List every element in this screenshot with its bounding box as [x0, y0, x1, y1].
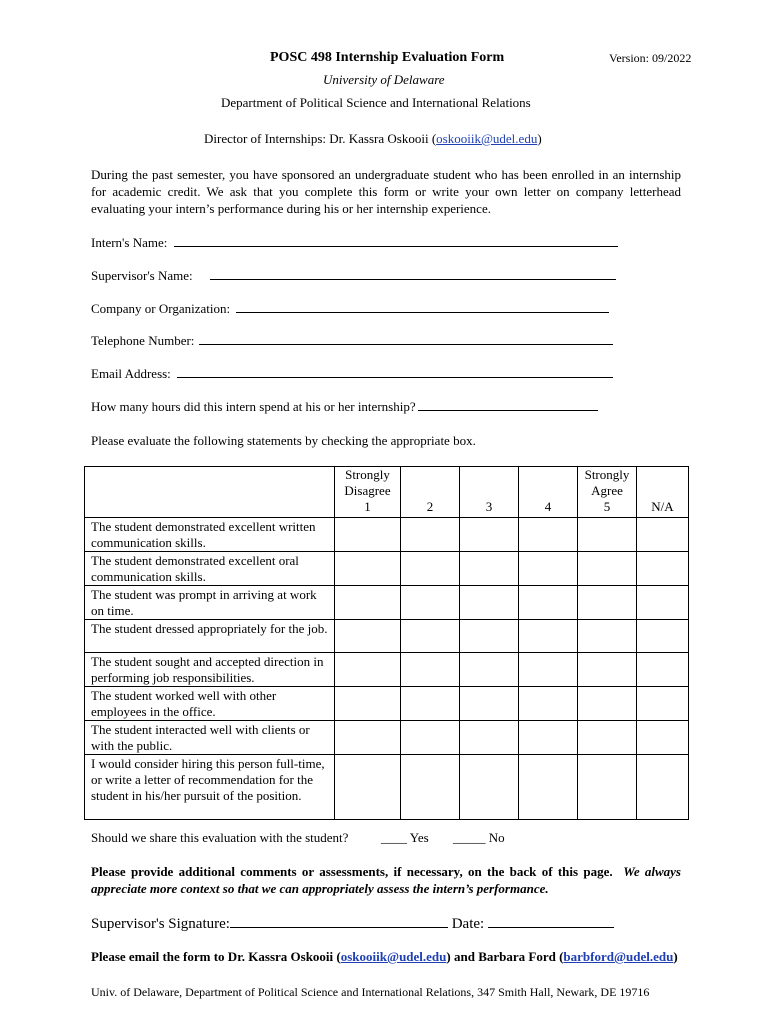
rating-na-box[interactable] [637, 552, 689, 586]
email-instructions-middle: ) and Barbara Ford ( [446, 949, 564, 964]
rating-3-box[interactable] [460, 721, 519, 755]
rating-5-box[interactable] [578, 552, 637, 586]
form-title: POSC 498 Internship Evaluation Form [270, 50, 505, 65]
rating-4-box[interactable] [519, 687, 578, 721]
rating-1-box[interactable] [335, 687, 401, 721]
director-text: Director of Internships: Dr. Kassra Oskooii ( [204, 131, 437, 146]
rating-2-box[interactable] [401, 755, 460, 820]
evaluation-table [84, 466, 689, 820]
rating-4-box[interactable] [519, 586, 578, 620]
statement-cell: The student demonstrated excellent oral communication skills. [85, 552, 335, 586]
email-instructions-suffix: ) [673, 949, 678, 964]
hours-input[interactable] [418, 398, 598, 411]
statement-cell: The student demonstrated excellent written communication skills. [85, 518, 335, 552]
rating-2-box[interactable] [401, 687, 460, 721]
statement-cell: The student was prompt in arriving at work on time. [85, 586, 335, 620]
director-suffix: ) [537, 131, 542, 146]
share-question: Should we share this evaluation with the student? [91, 830, 349, 845]
rating-1-box[interactable] [335, 721, 401, 755]
table-row [85, 653, 689, 687]
supervisor-name-field [91, 267, 616, 284]
company-field [91, 300, 609, 317]
rating-5-box[interactable] [578, 518, 637, 552]
table-row [85, 518, 689, 552]
university-name: University of Delaware [323, 72, 445, 87]
rating-4-box[interactable] [519, 620, 578, 653]
supervisor-name-label: Supervisor's Name: [91, 268, 193, 283]
department-name: Department of Political Science and International Relations [221, 95, 531, 110]
signature-field [91, 913, 614, 933]
company-label: Company or Organization: [91, 301, 231, 316]
rating-5-box[interactable] [578, 620, 637, 653]
rating-2-box[interactable] [401, 586, 460, 620]
statement-cell: I would consider hiring this person full-time, or write a letter of recommendation for the student in his/her pursuit of the position. [85, 755, 335, 820]
rating-2-box[interactable] [401, 518, 460, 552]
signature-input[interactable] [230, 913, 448, 928]
header-na: N/A [637, 467, 689, 518]
rating-2-box[interactable] [401, 653, 460, 687]
rating-4-box[interactable] [519, 518, 578, 552]
statement-cell: The student dressed appropriately for the job. [85, 620, 335, 653]
rating-na-box[interactable] [637, 687, 689, 721]
rating-5-box[interactable] [578, 586, 637, 620]
hours-field [91, 398, 598, 415]
rating-3-box[interactable] [460, 653, 519, 687]
company-input[interactable] [236, 300, 609, 313]
signature-label: Supervisor's Signature: [91, 916, 230, 932]
table-row [85, 755, 689, 820]
date-input[interactable] [488, 913, 614, 928]
rating-1-box[interactable] [335, 755, 401, 820]
rating-1-box[interactable] [335, 552, 401, 586]
rating-na-box[interactable] [637, 586, 689, 620]
header-3: 3 [460, 467, 519, 518]
telephone-input[interactable] [199, 332, 613, 345]
telephone-field [91, 332, 613, 349]
share-no-option[interactable]: _____ No [453, 830, 505, 845]
comments-bold-text: Please provide additional comments or assessments, if necessary, on the back of this page. [91, 864, 613, 879]
comments-italic-text: We always appreciate more context so that we can appropriately assess the intern’s performance. [91, 864, 681, 896]
intern-name-input[interactable] [174, 234, 618, 247]
supervisor-name-input[interactable] [210, 267, 616, 280]
header-2: 2 [401, 467, 460, 518]
email-label: Email Address: [91, 366, 171, 381]
director-email-link[interactable]: oskooiik@udel.edu [436, 131, 538, 146]
rating-1-box[interactable] [335, 653, 401, 687]
email-field [91, 365, 613, 382]
rating-na-box[interactable] [637, 653, 689, 687]
rating-3-box[interactable] [460, 620, 519, 653]
intern-name-label: Intern's Name: [91, 235, 168, 250]
rating-1-box[interactable] [335, 586, 401, 620]
rating-2-box[interactable] [401, 721, 460, 755]
oskooii-email-link[interactable]: oskooiik@udel.edu [340, 949, 447, 964]
rating-4-box[interactable] [519, 653, 578, 687]
rating-1-box[interactable] [335, 518, 401, 552]
table-row [85, 721, 689, 755]
rating-1-box[interactable] [335, 620, 401, 653]
header-4: 4 [519, 467, 578, 518]
table-row [85, 586, 689, 620]
rating-3-box[interactable] [460, 755, 519, 820]
header-strongly-agree: Strongly Agree 5 [578, 467, 637, 518]
ford-email-link[interactable]: barbford@udel.edu [563, 949, 674, 964]
telephone-label: Telephone Number: [91, 333, 195, 348]
rating-na-box[interactable] [637, 518, 689, 552]
director-line [204, 131, 542, 147]
intern-name-field [91, 234, 618, 251]
comments-paragraph [91, 863, 681, 897]
rating-5-box[interactable] [578, 755, 637, 820]
header-strongly-disagree: Strongly Disagree 1 [335, 467, 401, 518]
footer-address: Univ. of Delaware, Department of Political Science and International Relations, 347 Smith Hall, Newark, DE 19716 [91, 985, 650, 999]
table-header-row [85, 467, 689, 518]
email-input[interactable] [177, 365, 613, 378]
rating-3-box[interactable] [460, 518, 519, 552]
intro-paragraph: During the past semester, you have sponsored an undergraduate student who has been enrolled in an internship for academic credit. We ask that you complete this form or write your own letter on company letterhead evaluating your intern’s performance during his or her internship experience. [91, 167, 681, 216]
rating-3-box[interactable] [460, 552, 519, 586]
rating-5-box[interactable] [578, 721, 637, 755]
rating-3-box[interactable] [460, 586, 519, 620]
version-label: Version: 09/2022 [609, 51, 692, 65]
statement-cell: The student worked well with other employees in the office. [85, 687, 335, 721]
table-row [85, 552, 689, 586]
table-row [85, 620, 689, 653]
rating-na-box[interactable] [637, 721, 689, 755]
rating-5-box[interactable] [578, 687, 637, 721]
table-row [85, 687, 689, 721]
statement-header [85, 467, 335, 518]
rating-4-box[interactable] [519, 552, 578, 586]
rating-3-box[interactable] [460, 687, 519, 721]
rating-2-box[interactable] [401, 552, 460, 586]
evaluate-prompt: Please evaluate the following statements by checking the appropriate box. [91, 433, 476, 448]
rating-4-box[interactable] [519, 721, 578, 755]
rating-na-box[interactable] [637, 755, 689, 820]
email-instructions [91, 949, 678, 965]
statement-cell: The student sought and accepted direction in performing job responsibilities. [85, 653, 335, 687]
hours-label: How many hours did this intern spend at his or her internship? [91, 399, 416, 414]
rating-na-box[interactable] [637, 620, 689, 653]
statement-cell: The student interacted well with clients or with the public. [85, 721, 335, 755]
rating-4-box[interactable] [519, 755, 578, 820]
email-instructions-prefix: Please email the form to Dr. Kassra Oskooii ( [91, 949, 341, 964]
share-yes-option[interactable]: ____ Yes [381, 830, 429, 845]
rating-5-box[interactable] [578, 653, 637, 687]
rating-2-box[interactable] [401, 620, 460, 653]
date-label: Date: [451, 916, 485, 932]
